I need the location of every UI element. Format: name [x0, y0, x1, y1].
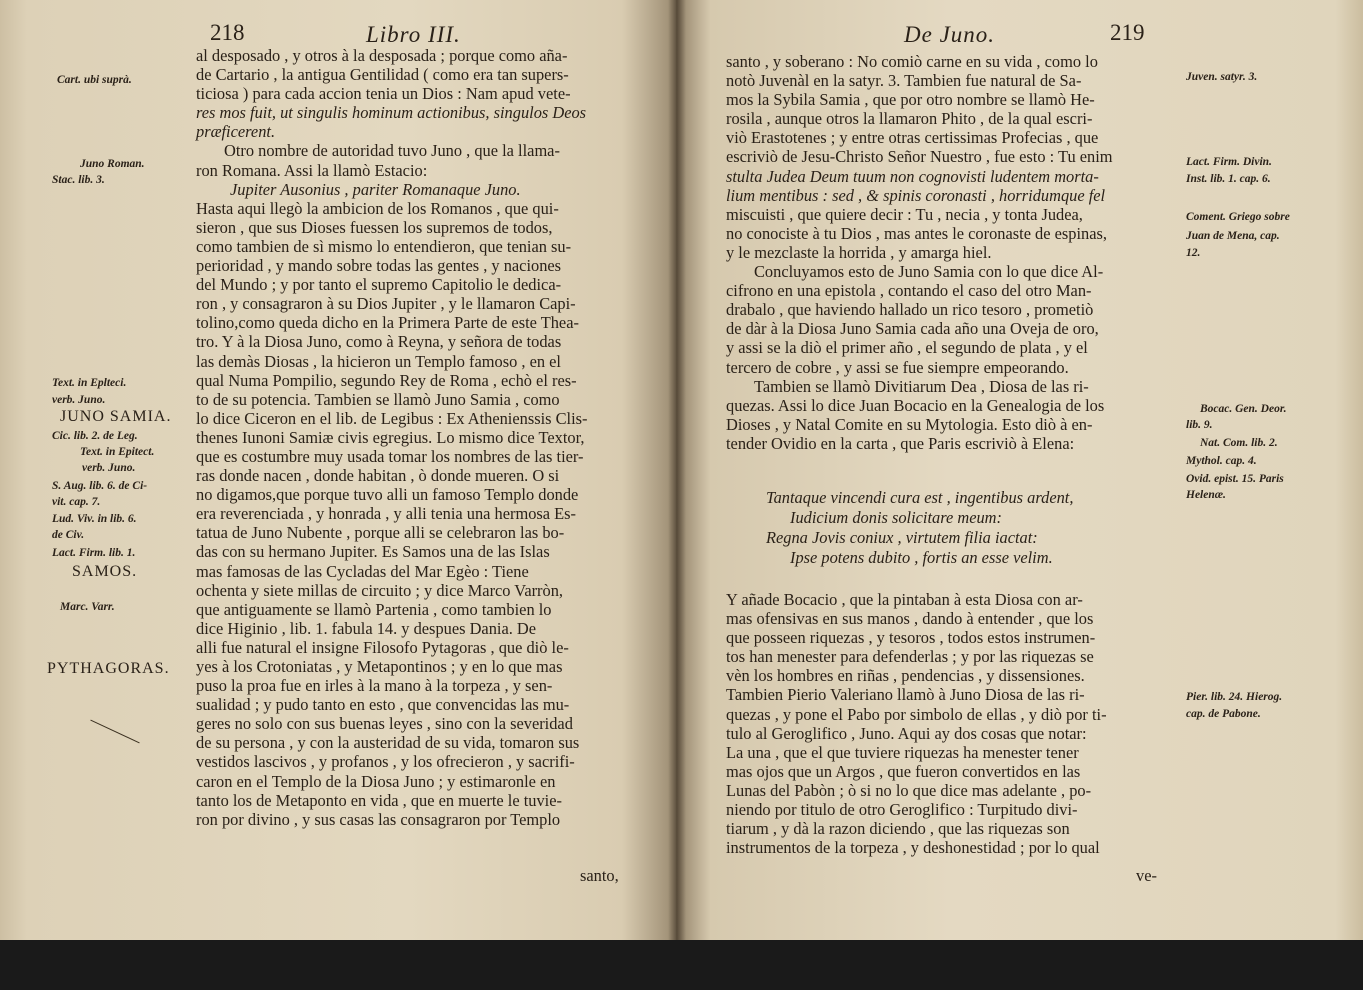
text-line: geres no solo con sus buenas leyes , sino con la severidad	[196, 714, 573, 734]
verse-line: Tantaque vincendi cura est , ingentibus ardent,	[766, 488, 1074, 507]
text-line: no digamos,que porque tuvo alli un famoso Templo donde	[196, 485, 579, 505]
text-line: Y añade Bocacio , que la pintaban à esta Diosa con ar-	[726, 590, 1083, 609]
text-line: ron Romana. Assi la llamò Estacio:	[196, 160, 428, 180]
text-line: mas ofensivas en sus manos , dando à entender , que los	[726, 609, 1094, 629]
text-line: res mos fuit, ut singulis hominum actionibus, singulos Deos	[196, 103, 587, 123]
text-line: vèn los hombres en riñas , pendencias , y dissensiones.	[726, 666, 1085, 686]
margin-note: Inst. lib. 1. cap. 6.	[1186, 173, 1271, 185]
left-page	[0, 0, 676, 940]
margin-note: Bocac. Gen. Deor.	[1200, 403, 1287, 415]
text-line: y le mezclaste la horrida , y amarga hiel.	[726, 242, 992, 262]
margin-caption-samos: SAMOS.	[72, 563, 138, 580]
margin-note: Juan de Mena, cap.	[1186, 230, 1280, 242]
margin-note: Lact. Firm. lib. 1.	[52, 547, 136, 559]
text-line: Tambien Pierio Valeriano llamò à Juno Diosa de las ri-	[726, 685, 1085, 705]
text-line: ochenta y siete millas de circuito ; y dice Marco Varròn,	[196, 580, 563, 600]
right-body-text-top	[726, 52, 1171, 453]
text-line: tatua de Juno Nubente , porque alli se celebraron las bo-	[196, 523, 565, 543]
right-page	[676, 0, 1363, 940]
text-line: ras donde nacen , donde habitan , ò donde mueren. O si	[196, 466, 560, 486]
text-line: no conociste à tu Dios , mas antes le coronaste de espinas,	[726, 223, 1107, 243]
margin-note: vit. cap. 7.	[52, 496, 101, 508]
margin-note: 12.	[1186, 247, 1201, 259]
text-line: Lunas del Pabòn ; ò si no lo que dice mas adelante , po-	[726, 780, 1092, 800]
margin-note: Stac. lib. 3.	[52, 174, 105, 186]
text-line: dice Higinio , lib. 1. fabula 14. y despues Dania. De	[196, 618, 537, 638]
text-line: caron en el Templo de la Diosa Juno ; y estimaronle en	[196, 771, 556, 791]
text-line: vestidos lascivos , y profanos , y los ofrecieron , y sacrifi-	[196, 752, 575, 772]
text-line: yes à los Crotoniatas , y Metapontinos ; y en lo que mas	[196, 657, 563, 676]
text-line: miscuisti , que quiere decir : Tu , necia , y tonta Judea,	[726, 204, 1083, 224]
book-gutter	[668, 0, 686, 940]
text-line: thenes Iunoni Samiæ civis egregius. Lo mismo dice Textor,	[196, 427, 585, 447]
margin-note: Text. in Epitect.	[80, 446, 155, 458]
text-line: lo dice Ciceron en el lib. de Legibus : Ex Athenienssis Clis-	[196, 408, 588, 428]
text-line: mas famosas de las Cycladas del Mar Egèo : Tiene	[196, 561, 529, 581]
margin-note: Helenæ.	[1186, 489, 1226, 501]
margin-pen-mark	[90, 720, 139, 744]
text-line: viò Erastotenes ; y entre otras certissimas Profecias , que	[726, 128, 1099, 148]
margin-note: lib. 9.	[1186, 419, 1213, 431]
margin-note: Ovid. epist. 15. Paris	[1186, 473, 1284, 485]
margin-note: Marc. Varr.	[60, 601, 115, 613]
margin-note: Nat. Com. lib. 2.	[1200, 437, 1278, 449]
text-line: las demàs Diosas , la hicieron un Templo famoso , en el	[196, 351, 561, 371]
text-line: mas ojos que un Argos , que fueron convertidos en las	[726, 761, 1081, 781]
left-page-number: 218	[210, 20, 245, 45]
text-line: tro. Y à la Diosa Juno, como à Reyna, y señora de todas	[196, 332, 562, 352]
margin-note: Coment. Griego sobre	[1186, 211, 1290, 223]
left-running-head: Libro III.	[366, 22, 461, 47]
margin-note: verb. Juno.	[52, 394, 106, 406]
margin-note: verb. Juno.	[82, 462, 136, 474]
margin-caption-pythagoras: PYTHAGORAS.	[47, 660, 170, 677]
margin-note: S. Aug. lib. 6. de Ci-	[52, 480, 148, 492]
text-line: ticiosa ) para cada accion tenia un Dios : Nam apud vete-	[196, 84, 571, 104]
text-line: tender Ovidio en la carta , que Paris escriviò à Elena:	[726, 433, 1075, 453]
text-line: cifrono en una epistola , contando el caso del otro Man-	[726, 281, 1092, 301]
margin-note: Cic. lib. 2. de Leg.	[52, 430, 138, 442]
text-line: mos la Sybila Samia , que por otro nombre se llamò He-	[726, 90, 1095, 110]
right-catchword: ve-	[1136, 866, 1157, 885]
text-line: lium mentibus : sed , & spinis coronasti , horridumque fel	[726, 185, 1106, 205]
text-line: de su persona , y con la austeridad de su vida, tomaron sus	[196, 733, 580, 753]
text-line: y assi se la diò el primer año , el segundo de plata , y el	[726, 338, 1088, 358]
text-line: perioridad , y mando sobre todas las gentes , y naciones	[196, 256, 562, 276]
right-body-text-bottom	[726, 590, 1171, 857]
text-line: de dàr à la Diosa Juno Samia cada año una Oveja de oro,	[726, 319, 1099, 339]
margin-caption-juno-samia: JUNO SAMIA.	[60, 408, 172, 425]
text-line: del Mundo ; y por tanto el supremo Capitolio le dedica-	[196, 275, 562, 295]
text-line: niendo por titulo de otro Geroglifico : Turpitudo divi-	[726, 800, 1078, 820]
text-line: Hasta aqui llegò la ambicion de los Romanos , que qui-	[196, 198, 559, 218]
text-line: que posseen riquezas , y tesoros , todos estos instrumen-	[726, 628, 1096, 648]
text-line: al desposado , y otros à la desposada ; porque como aña-	[196, 46, 568, 65]
verse-line: Ipse potens dubito , fortis an esse velim.	[790, 548, 1053, 567]
right-running-head: De Juno.	[904, 22, 996, 47]
text-line: quezas , y pone el Pabo por simbolo de ellas , y diò por ti-	[726, 704, 1107, 724]
margin-note: Lact. Firm. Divin.	[1186, 156, 1272, 168]
text-line: sualidad ; y pudo tanto en esto , que convencidas las mu-	[196, 695, 570, 715]
margin-note: Juven. satyr. 3.	[1186, 71, 1258, 83]
text-line: santo , y soberano : No comiò carne en su vida , como lo	[726, 52, 1098, 71]
text-line: puso la proa fue en irles à la mano à la torpeza , y sen-	[196, 676, 553, 696]
text-line: era reverenciada , y honrada , y alli tenia una hermosa Es-	[196, 504, 576, 524]
margin-note: Text. in Eplteci.	[52, 377, 127, 389]
margin-note: cap. de Pabone.	[1186, 708, 1261, 720]
text-line: tercero de cobre , y assi se fue siempre empeorando.	[726, 357, 1069, 377]
text-line: Concluyamos esto de Juno Samia con lo que dice Al-	[754, 262, 1104, 282]
left-catchword: santo,	[580, 866, 619, 885]
margin-note: Mythol. cap. 4.	[1186, 455, 1257, 467]
text-line: ron , y consagraron à su Dios Jupiter , y le llamaron Capi-	[196, 294, 576, 314]
text-line: Dioses , y Natal Comite en su Mytologia. Esto diò à en-	[726, 414, 1093, 434]
background-surface	[0, 940, 1363, 990]
text-line: præficerent.	[196, 122, 276, 142]
margin-note: Lud. Viv. in lib. 6.	[52, 513, 137, 525]
text-line: Otro nombre de autoridad tuvo Juno , que la llama-	[224, 141, 560, 161]
text-line: sieron , que sus Dioses fuessen los supremos de todos,	[196, 217, 553, 237]
text-line: rosila , aunque otros la llamaron Phito , de la qual escri-	[726, 109, 1093, 129]
right-page-number: 219	[1110, 20, 1145, 45]
text-line: qual Numa Pompilio, segundo Rey de Roma , echò el res-	[196, 370, 577, 390]
text-line: alli fue natural el insigne Filosofo Pytagoras , que diò le-	[196, 637, 569, 657]
text-line: tulo al Geroglifico , Juno. Aqui ay dos cosas que notar:	[726, 723, 1087, 743]
text-line: quezas. Assi lo dice Juan Bocacio en la Genealogia de los	[726, 395, 1105, 415]
margin-note: Pier. lib. 24. Hierog.	[1186, 691, 1283, 703]
text-line: de Cartario , la antigua Gentilidad ( como era tan supers-	[196, 65, 569, 85]
margin-note: de Civ.	[52, 529, 85, 541]
left-body-text	[196, 46, 639, 829]
verse-line: Jupiter Ausonius , pariter Romanaque Juno.	[230, 179, 521, 199]
text-line: notò Juvenàl en la satyr. 3. Tambien fue natural de Sa-	[726, 71, 1082, 91]
text-line: instrumentos de la torpeza , y deshonestidad ; por lo qual	[726, 838, 1100, 858]
text-line: ron por divino , y sus casas las consagraron por Templo	[196, 809, 561, 829]
text-line: Tambien se llamò Divitiarum Dea , Diosa de las ri-	[754, 376, 1089, 396]
text-line: tos han menester para defenderlas ; y por las riquezas se	[726, 647, 1094, 667]
text-line: que es costumbre muy usada tomar los nombres de las tier-	[196, 446, 584, 466]
latin-verse-block	[726, 488, 1171, 568]
text-line: to de su potencia. Tambien se llamò Juno Samia , como	[196, 389, 560, 409]
verse-line: Regna Jovis coniux , virtutem filia iactat:	[766, 528, 1038, 547]
margin-note: Cart. ubi suprà.	[57, 74, 132, 86]
margin-note: Juno Roman.	[80, 158, 145, 170]
text-line: stulta Judea Deum tuum non cognovisti ludentem morta-	[726, 166, 1099, 186]
text-line: drabalo , que haviendo hallado un rico tesoro , prometiò	[726, 300, 1094, 320]
text-line: escriviò de Jesu-Christo Señor Nuestro , fue esto : Tu enim	[726, 147, 1113, 167]
text-line: tanto los de Metaponto en vida , que en muerte le tuvie-	[196, 790, 562, 810]
text-line: que antiguamente se llamò Partenia , como tambien lo	[196, 599, 552, 619]
verse-line: Iudicium donis solicitare meum:	[790, 508, 1002, 527]
text-line: tiarum , y dà la razon diciendo , que las riquezas son	[726, 819, 1070, 839]
text-line: La una , que el que tuviere riquezas ha menester tener	[726, 742, 1079, 762]
text-line: das con su hermano Jupiter. Es Samos una de las Islas	[196, 542, 550, 562]
text-line: como tambien de sì mismo lo entendieron, que tenian su-	[196, 236, 572, 256]
text-line: tolino,como queda dicho en la Primera Parte de este Thea-	[196, 313, 579, 333]
